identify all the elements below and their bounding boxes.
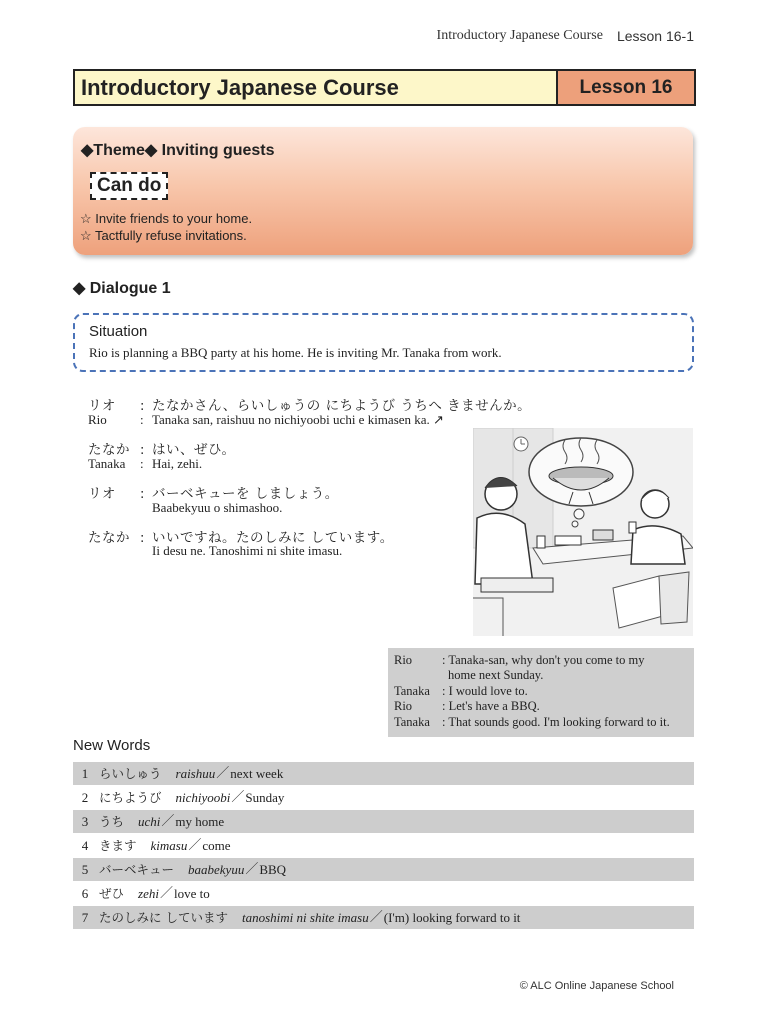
word-romaji: zehi: [138, 886, 159, 901]
translation-line: [394, 699, 540, 714]
word-number: 6: [81, 886, 89, 901]
dialogue-line-jp: たなか : はい、ぜひ。: [88, 438, 235, 458]
word-kana: ぜひ: [99, 886, 125, 901]
word-separator: ／: [159, 886, 173, 901]
word-row: [73, 786, 694, 809]
translation-speaker: Tanaka: [394, 715, 430, 729]
word-romaji: nichiyoobi: [175, 790, 231, 805]
word-kana: にちようび: [99, 790, 162, 805]
speaker-jp: たなか: [88, 442, 130, 458]
can-do-item: ☆ Invite friends to your home.: [80, 211, 253, 226]
theme-line: ◆Theme◆ Inviting guests: [81, 142, 275, 159]
theme-box: [73, 127, 693, 255]
speaker-jp: たなか: [88, 530, 130, 546]
bbq-illustration: [473, 428, 693, 636]
word-romaji: kimasu: [150, 838, 188, 853]
speaker-jp: リオ: [88, 486, 116, 502]
word-separator: ／: [216, 766, 230, 781]
word-separator: ／: [231, 790, 245, 805]
running-header-lesson: Lesson 16-1: [616, 28, 694, 44]
new-words-heading: New Words: [73, 737, 151, 754]
speaker-romaji: Rio: [88, 412, 107, 427]
dialogue-line-jp: リオ : バーベキューを しましょう。: [88, 482, 339, 502]
dialogue-line-romaji: Rio : Tanaka san, raishuu no nichiyoobi uchi e kimasen ka. ↗: [88, 412, 444, 427]
word-kana: きます: [99, 838, 137, 853]
dialogue-line-romaji: [88, 543, 342, 559]
can-do-item: ☆ Tactfully refuse invitations.: [80, 228, 247, 243]
word-row: [73, 810, 694, 833]
translation-line: [394, 684, 528, 699]
dialogue-line-romaji: Tanaka : Hai, zehi.: [88, 456, 203, 471]
translation-speaker: Rio: [394, 653, 413, 667]
new-words-table: [73, 762, 694, 930]
word-number: 3: [81, 814, 89, 829]
word-number: 2: [81, 790, 89, 805]
translation-speaker: Tanaka: [394, 684, 430, 698]
word-separator: ／: [188, 838, 202, 853]
translation-text: home next Sunday.: [448, 668, 544, 682]
can-do-label: Can do: [90, 172, 168, 200]
word-meaning: love to: [173, 886, 210, 901]
running-header: [437, 28, 694, 44]
word-number: 4: [81, 838, 89, 853]
line-jp: たなかさん、らいしゅうの にちようび うちへ きませんか。: [152, 398, 532, 414]
word-row: [73, 882, 694, 905]
dialogue-line-romaji: [88, 500, 282, 516]
word-number: 5: [81, 862, 89, 877]
word-meaning: next week: [230, 766, 284, 781]
word-meaning: (I'm) looking forward to it: [383, 910, 521, 925]
translation-line: [394, 653, 645, 668]
word-separator: ／: [369, 910, 383, 925]
word-romaji: tanoshimi ni shite imasu: [241, 910, 369, 925]
translation-line: [394, 715, 670, 730]
word-meaning: my home: [175, 814, 225, 829]
phone-icon: [593, 530, 613, 540]
running-header-course: Introductory Japanese Course: [436, 28, 603, 43]
word-meaning: BBQ: [259, 862, 287, 877]
translation-text: : Tanaka-san, why don't you come to my: [442, 653, 645, 667]
copyright: © ALC Online Japanese School: [519, 980, 674, 992]
translation-box: [388, 648, 694, 737]
speaker-jp: リオ: [88, 398, 116, 414]
speaker-romaji: Tanaka: [88, 456, 126, 471]
translation-line: [394, 668, 543, 683]
word-number: 1: [81, 766, 89, 781]
word-romaji: uchi: [138, 814, 161, 829]
line-romaji: Baabekyuu o shimashoo.: [152, 500, 283, 515]
word-kana: バーベキュー: [99, 862, 175, 877]
line-jp: はい、ぜひ。: [152, 442, 236, 458]
word-kana: らいしゅう: [99, 766, 162, 781]
line-jp: バーベキューを しましょう。: [152, 486, 339, 502]
title-box: [73, 69, 696, 106]
translation-text: : That sounds good. I'm looking forward to it.: [442, 715, 670, 729]
word-row: [73, 762, 694, 785]
line-romaji: Ii desu ne. Tanoshimi ni shite imasu.: [152, 543, 343, 558]
word-romaji: raishuu: [175, 766, 216, 781]
translation-text: : I would love to.: [442, 684, 528, 698]
line-romaji: Tanaka san, raishuu no nichiyoobi uchi e kimasen ka. ↗: [152, 412, 444, 427]
situation-box: [73, 313, 694, 372]
dialogue-heading: ◆ Dialogue 1: [73, 280, 171, 297]
word-row: [73, 906, 694, 929]
word-number: 7: [81, 910, 89, 925]
translation-text: : Let's have a BBQ.: [442, 699, 540, 713]
illustration-svg: [473, 428, 693, 636]
word-meaning: Sunday: [245, 790, 285, 805]
dialogue-line-jp: たなか : いいですね。たのしみに しています。: [88, 526, 394, 546]
line-jp: いいですね。たのしみに しています。: [152, 530, 394, 546]
word-kana: うち: [99, 814, 125, 829]
word-row: [73, 834, 694, 857]
word-kana: たのしみに しています: [99, 910, 228, 925]
word-separator: ／: [245, 862, 259, 877]
line-romaji: Hai, zehi.: [152, 456, 203, 471]
lesson-number: Lesson 16: [558, 71, 694, 104]
dialogue-line-jp: リオ : たなかさん、らいしゅうの にちようび うちへ きませんか。: [88, 394, 531, 414]
word-meaning: come: [202, 838, 231, 853]
situation-label: Situation: [89, 323, 148, 340]
word-romaji: baabekyuu: [188, 862, 245, 877]
translation-speaker: Rio: [394, 699, 413, 713]
word-separator: ／: [161, 814, 175, 829]
situation-text: Rio is planning a BBQ party at his home. He is inviting Mr. Tanaka from work.: [89, 345, 502, 360]
course-title: Introductory Japanese Course: [75, 71, 558, 104]
word-row: [73, 858, 694, 881]
